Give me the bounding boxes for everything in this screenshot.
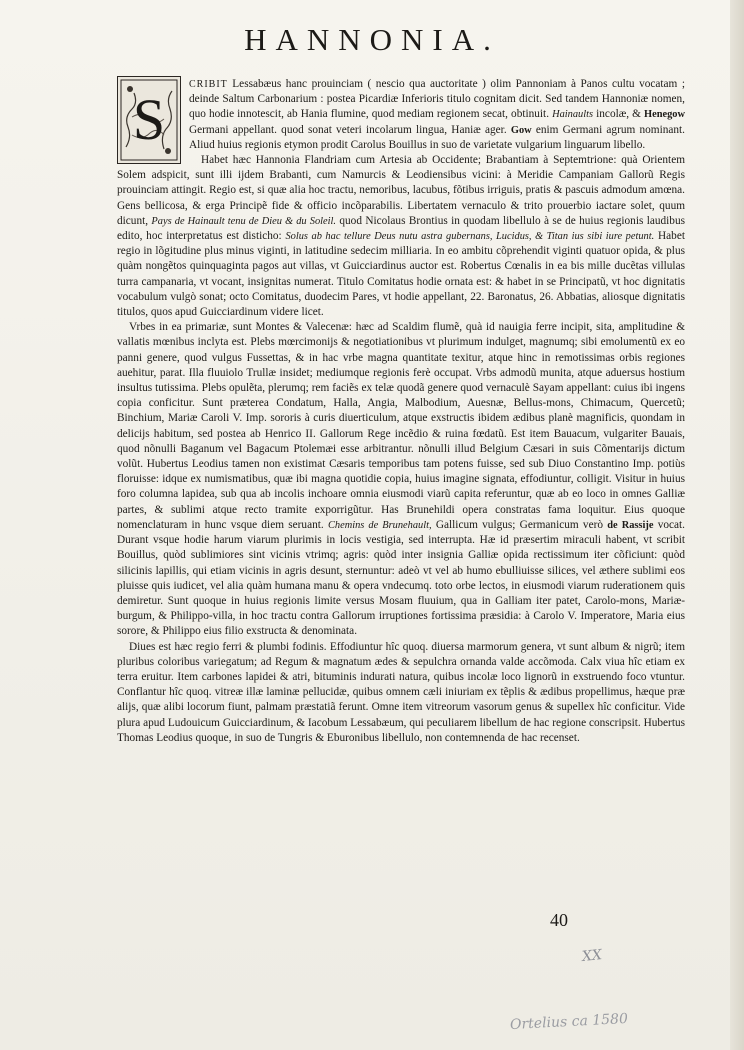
text-run: quod Nicolaus Brontius in quodam libellulo à se de huius regionis laudibus edito, hoc interpretatus est disticho: [117,214,685,243]
paragraph [117,153,685,320]
page-edge [730,0,744,1050]
pencil-note: Ortelius ca 1580 [509,1010,629,1034]
text-black: Henegow [644,109,685,121]
ornamental-initial-s-icon [117,76,181,164]
text-run: Habet hæc Hannonia Flandriam cum Artesia ab Occidente; Brabantiam à Septemtrione: quà Orientem Solem adspicit, sunt illi ijdem Brabanti, cum Namurcis & Leodiensibus vicini: à Meridie Campaniam Gallorũ Regis prouinciam attingit. Regio est, si quæ alia hoc tractu, nemoribus, lacubus, fõtibus irriguis, pratis & pascuis admodum amœna. Gens bellicosa, & erga Principẽ fide & officio incõparabilis. Libertatem vernaculo & trito prouerbio iactare solet, quum dicunt, [117,154,685,227]
text-black: Gow [510,124,532,136]
text-run: Gallicum vulgus; Germanicum verò [431,518,608,531]
text-ital: Solus ab hac tellure Deus nutu astra gubernans, Lucidus, & Titan ius sibi iure petunt. [285,231,655,243]
main-text-block [117,77,685,746]
paragraph-list [117,77,685,746]
paragraph [117,77,685,153]
folio-number: 40 [550,910,568,930]
text-run: incolæ, & [593,108,644,121]
svg-text:S: S [132,87,166,152]
text-ital: Pays de Hainault tenu de Dieu & du Soleil. [151,215,337,227]
text-run: Diues est hæc regio ferri & plumbi fodinis. Effodiuntur hîc quoq. diuersa marmorum genera, vt sunt album & nigrũ; item pluribus coloribus variegatum; ad Regum & magnatum ædes & sepulchra ornanda valde accõmoda. Calx viua hîc etiam ex terra eruitur. Item carbones lapidei & atri, bituminis indurati natura, quibus incolæ loco lignorũ in exstruendo foco vtuntur. Conflantur hîc quoq. vitreæ illæ laminæ pellucidæ, quibus omnem cæli iniuriam ex tẽplis & ædibus propellimus, hæque præ alijs, quæ alibi locorum fiunt, palmam præstatiã ferunt. Omne item vitreorum vasorum genus & supellex hîc conficitur. Vide plura apud Ludouicum Guicciardinum, & Iacobum Lessabæum, qui peculiarem libellum de hac regione conscripsit. Hubertus Thomas Leodius quoque, in suo de Tungris & Eburonibus libellulo, non contemnenda de hac recenset. [117,640,685,744]
paragraph [117,320,685,639]
text-run: Habet regio in lõgitudine plus minus viginti, in latitudine sedecim milliaria. In eo ambitu cõprehendit viginti quatuor opida, & plus quàm nongẽtos quinquaginta pagos aut villas, vt Guicciardinus auctor est. Robertus Cœnalis in ea bis mille ducẽtas villulas turra campanaria, vt vocant, insignitas numerat. Titulo Comitatus hodie ornata est: & habet in se Principatũ, vt hoc dignitatis vocabulum vulgò sonat; octo Comitatus, duodecim Pares, vt hodie appellant, 22. Baronatus, 26. Abbatias, aliosque dignitatis titulos, quos apud Guicciardinum videre licet. [117,230,685,319]
text-run: Lessabæus hanc prouinciam ( nescio qua auctoritate ) olim Pannoniam à Panos cultu vocatam ; deinde Saltum Carbonarium : postea Picardiæ Inferioris titulo cognitam dicit. Sed tandem Hannoniæ nomen, quo hodie innotescit, ab Hania flumine, quod mediam regionem secat, obtinuit. [189,78,685,121]
dropcap-ornament [118,77,180,163]
text-run: vocat. Durant vsque hodie harum viarum plurimis in locis vestigia, sed interrupta. Hæ id præsertim miraculi habent, vt scribit Bouillus, quòd sublimiores sint vicinis vtrimq; agris: quòd inter insignia Galliæ opida rectissimum iter cõficiunt: quòd silicinis lapillis, qui etiam vicinis in agris desunt, sternuntur: adeò vt vel ab humo ebulliuisse silices, vel æthere sublimi eos pluisse quis iudicet, vel alia quàm humana manu & opera vndecumq. toto orbe lectos, in eiusmodi viarum ruderationem quis demiretur. Sunt quoque in huius regionis limite versus Mosam fluuium, qua in Galliam iter patet, Carolo-mons, Mariæ-burgum, & Philippo-villa, in hoc tractu contra Gallorum irruptiones fortissima præsidia: à Carolo V. Imperatore, Maria eius sorore, & Philippo eius filio exstructa & denominata. [117,518,685,638]
paragraph [117,640,685,746]
text-black: de Rassije [607,519,654,531]
text-ital: Hainaults [552,109,594,121]
page-title: HANNONIA. [244,22,500,57]
text-caps: CRIBIT [189,79,228,90]
text-run: Vrbes in ea primariæ, sunt Montes & Valecenæ: hæc ad Scaldim flumẽ, quà id nauigia ferre incipit, sita, amplitudine & vallatis mœnibus inclyta est. Plebs mœrcimonijs & negotiationibus vt plurimum indulget, magnumq; sibi emolumentũ ex eo panni genere, quod vulgus Fussettas, & in hac vrbe magna quantitate texitur, atque hinc in remotissimas orbis regiones auehitur, parat. Illa fluuiolo Trullæ insidet; mediumque regionis ferè occupat. Vrbs admodũ munita, atque aduersus hostium insultus tutissima. Plebs opulẽta, plerumq; rem faciẽs ex telæ quodã genere quod vernaculè Sayam appellant: cuius ibi ingens copia conficitur. Sunt præterea Condatum, Halla, Angia, Malbodium, Auesnæ, Bellus-mons, Chimacum, Quercetũ; Binchium, Mariæ Caroli V. Imp. sororis à curis diuerticulum, atque exstructis ibidem ædibus planè magnificis, quondam in delicijs habitum, sed postea ab Henrico II. Gallorum Rege incẽdio & ruina fœdatũ. Est item Bauacum, vulgariter Bauais, quod nõnulli Baganum vel Bagacum Ptolemæi esse arbitrantur. nõnulli illud Belgium Cæsari in suis Cõmentarijs dictum volũt. Hubertus Leodius tamen non existimat Cæsaris temporibus tam potens fuisse, sed sub Diuo Constantino Imp. potiùs floruisse: idque ex numismatibus, quæ ibi magna quotidie copia, huius imagine signata, effodiuntur, colligit. Visitur in huius foro columna lapidea, sub qua ab incolis inchoare omnia eiusmodi viarũ capita referuntur, quæ ab eo loco in omnes Galliæ partes, & sublimi atque recto tramite exporrigũtur. Has Brunehildi opera constratas fama loquitur. Eius quoque nomenclaturam in hunc vsque diem seruant. [117,321,685,531]
text-ital: Chemins de Brunehault, [327,519,432,531]
text-run: Germani appellant. quod sonat veteri incolarum lingua, Haniæ ager. [189,123,511,136]
pencil-mark: XX [581,947,603,965]
text-run: enim Germani agrum nominant. Aliud huius regionis etymon prodit Carolus Bouillus in suo de varietate vulgarium linguarum libello. [189,123,685,151]
